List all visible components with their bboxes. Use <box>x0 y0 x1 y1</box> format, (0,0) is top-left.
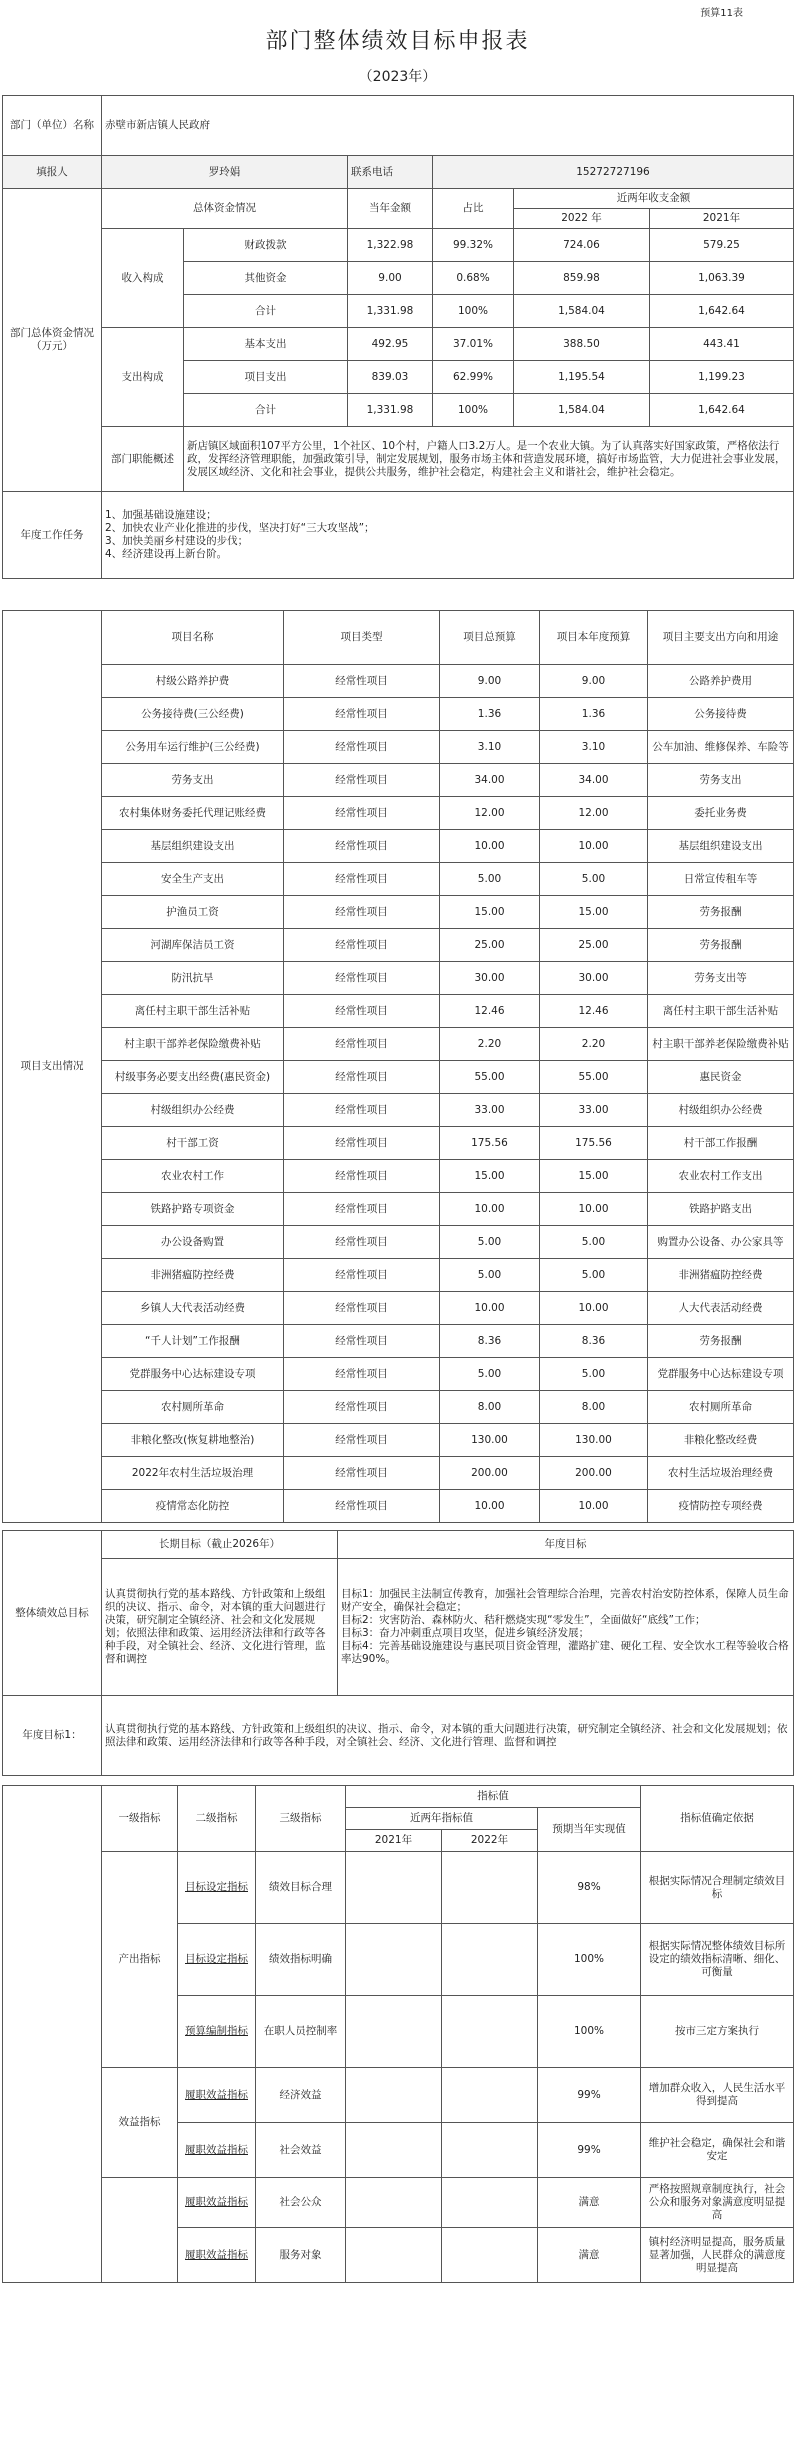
project-name: 村干部工资 <box>102 1127 284 1160</box>
project-row <box>3 1160 794 1193</box>
ind-2022 <box>442 2123 538 2178</box>
project-total-budget: 55.00 <box>440 1061 540 1094</box>
project-year-budget: 33.00 <box>540 1094 648 1127</box>
project-row <box>3 1193 794 1226</box>
income-ratio: 0.68% <box>433 262 514 295</box>
ind-head-l2: 二级指标 <box>178 1786 256 1852</box>
projects-head-year: 项目本年度预算 <box>540 611 648 665</box>
project-row <box>3 1094 794 1127</box>
project-type: 经常性项目 <box>284 1028 440 1061</box>
project-row <box>3 1424 794 1457</box>
income-amount: 1,331.98 <box>348 295 433 328</box>
project-year-budget: 15.00 <box>540 896 648 929</box>
project-purpose: 铁路护路支出 <box>648 1193 794 1226</box>
project-name: 基层组织建设支出 <box>102 830 284 863</box>
project-type: 经常性项目 <box>284 1193 440 1226</box>
project-purpose: 农村生活垃圾治理经费 <box>648 1457 794 1490</box>
income-ratio: 99.32% <box>433 229 514 262</box>
long-goal-head: 长期目标（截止2026年） <box>102 1531 338 1559</box>
income-name: 合计 <box>184 295 348 328</box>
project-name: “千人计划”工作报酬 <box>102 1325 284 1358</box>
ind-l3: 经济效益 <box>256 2068 346 2123</box>
project-row <box>3 1358 794 1391</box>
project-name: 村级组织办公经费 <box>102 1094 284 1127</box>
project-total-budget: 10.00 <box>440 830 540 863</box>
project-name: 铁路护路专项资金 <box>102 1193 284 1226</box>
ind-head-2021: 2021年 <box>346 1830 442 1852</box>
project-total-budget: 33.00 <box>440 1094 540 1127</box>
project-total-budget: 5.00 <box>440 863 540 896</box>
ind-l2-text: 履职效益指标 <box>185 2088 248 2101</box>
project-year-budget: 175.56 <box>540 1127 648 1160</box>
project-name: 河湖库保洁员工资 <box>102 929 284 962</box>
ind-l3: 在职人员控制率 <box>256 1996 346 2068</box>
project-year-budget: 3.10 <box>540 731 648 764</box>
project-row <box>3 1490 794 1523</box>
project-year-budget: 8.36 <box>540 1325 648 1358</box>
funds-table <box>2 95 794 579</box>
income-name: 财政拨款 <box>184 229 348 262</box>
project-name: 农业农村工作 <box>102 1160 284 1193</box>
expense-label: 支出构成 <box>102 328 184 427</box>
project-name: 2022年农村生活垃圾治理 <box>102 1457 284 1490</box>
income-2021: 579.25 <box>650 229 794 262</box>
project-type: 经常性项目 <box>284 1226 440 1259</box>
project-name: 公务接待费(三公经费) <box>102 698 284 731</box>
expense-amount: 492.95 <box>348 328 433 361</box>
phone-label: 联系电话 <box>348 156 433 189</box>
ind-expected: 98% <box>538 1852 641 1924</box>
ind-l3: 绩效指标明确 <box>256 1924 346 1996</box>
income-name: 其他资金 <box>184 262 348 295</box>
project-name: 疫情常态化防控 <box>102 1490 284 1523</box>
project-purpose: 公车加油、维修保养、车险等 <box>648 731 794 764</box>
form-number-tag: 预算11表 <box>700 8 743 19</box>
expense-2021: 1,199.23 <box>650 361 794 394</box>
project-total-budget: 2.20 <box>440 1028 540 1061</box>
year-goal-line: 目标2：灾害防治、森林防火、秸秆燃烧实现“零发生”，全面做好“底线”工作； <box>341 1614 706 1626</box>
reporter-label: 填报人 <box>3 156 102 189</box>
project-year-budget: 2.20 <box>540 1028 648 1061</box>
project-type: 经常性项目 <box>284 1259 440 1292</box>
task-item: 3、加快美丽乡村建设的步伐； <box>105 535 249 547</box>
project-purpose: 农业农村工作支出 <box>648 1160 794 1193</box>
task-item: 4、经济建设再上新台阶。 <box>105 548 228 560</box>
project-type: 经常性项目 <box>284 1325 440 1358</box>
year-goal-line: 目标1：加强民主法制宣传教育，加强社会管理综合治理，完善农村治安防控体系，保障人员生命财产安全，确保社会稳定； <box>341 1588 789 1613</box>
project-purpose: 基层组织建设支出 <box>648 830 794 863</box>
project-purpose: 非洲猪瘟防控经费 <box>648 1259 794 1292</box>
funds-head-recent: 近两年收支金额 <box>514 189 794 209</box>
ind-head-basis: 指标值确定依据 <box>641 1786 794 1852</box>
project-year-budget: 5.00 <box>540 1259 648 1292</box>
project-name: 党群服务中心达标建设专项 <box>102 1358 284 1391</box>
project-name: 安全生产支出 <box>102 863 284 896</box>
project-name: 村级公路养护费 <box>102 665 284 698</box>
project-type: 经常性项目 <box>284 1391 440 1424</box>
expense-2022: 388.50 <box>514 328 650 361</box>
ind-l2 <box>178 2228 256 2283</box>
ind-2022 <box>442 2228 538 2283</box>
duty-text: 新店镇区域面积107平方公里，1个社区、10个村，户籍人口3.2万人。是一个农业大镇。为了认真落实好国家政策，严格依法行政，发挥经济管理职能，加强政策引导，制定发展规划，服务市场主体和营造发展环境，搞好市场监管，大力促进社会事业发展，发展区域经济、文化和社会事业，提供公共服务，维护社会稳定，构建社会主义和谐社会，维护社会稳定。 <box>184 427 794 492</box>
projects-head-name: 项目名称 <box>102 611 284 665</box>
ind-2022 <box>442 1996 538 2068</box>
project-year-budget: 10.00 <box>540 1292 648 1325</box>
ind-l2 <box>178 1852 256 1924</box>
project-total-budget: 10.00 <box>440 1490 540 1523</box>
project-purpose: 购置办公设备、办公家具等 <box>648 1226 794 1259</box>
ind-head-recent: 近两年指标值 <box>346 1808 538 1830</box>
project-name: 村主职干部养老保险缴费补贴 <box>102 1028 284 1061</box>
project-purpose: 疫情防控专项经费 <box>648 1490 794 1523</box>
projects-label: 项目支出情况 <box>3 611 102 1523</box>
project-row <box>3 1226 794 1259</box>
indicators-margin <box>3 1786 102 2283</box>
project-total-budget: 8.36 <box>440 1325 540 1358</box>
project-year-budget: 5.00 <box>540 863 648 896</box>
ind-l2-text: 目标设定指标 <box>185 1953 248 1965</box>
project-total-budget: 5.00 <box>440 1358 540 1391</box>
benefit-indicator-label: 效益指标 <box>102 2068 178 2178</box>
ind-l2 <box>178 1996 256 2068</box>
project-total-budget: 25.00 <box>440 929 540 962</box>
project-type: 经常性项目 <box>284 1094 440 1127</box>
duty-label: 部门职能概述 <box>102 427 184 492</box>
project-row <box>3 929 794 962</box>
project-total-budget: 15.00 <box>440 1160 540 1193</box>
ind-l2 <box>178 1924 256 1996</box>
project-type: 经常性项目 <box>284 995 440 1028</box>
ind-l3: 社会公众 <box>256 2178 346 2228</box>
project-name: 农村厕所革命 <box>102 1391 284 1424</box>
projects-table <box>2 610 794 1523</box>
project-type: 经常性项目 <box>284 698 440 731</box>
project-row <box>3 731 794 764</box>
project-purpose: 村级组织办公经费 <box>648 1094 794 1127</box>
tasks-list <box>102 492 794 579</box>
ind-l3: 服务对象 <box>256 2228 346 2283</box>
project-year-budget: 15.00 <box>540 1160 648 1193</box>
project-type: 经常性项目 <box>284 1424 440 1457</box>
project-year-budget: 34.00 <box>540 764 648 797</box>
project-purpose: 劳务报酬 <box>648 1325 794 1358</box>
year-goal-1-label: 年度目标1： <box>3 1696 102 1776</box>
task-item: 1、加强基础设施建设； <box>105 509 217 521</box>
project-purpose: 公务接待费 <box>648 698 794 731</box>
project-total-budget: 3.10 <box>440 731 540 764</box>
project-row <box>3 1127 794 1160</box>
project-name: 村级事务必要支出经费(惠民资金) <box>102 1061 284 1094</box>
long-goal-text: 认真贯彻执行党的基本路线、方针政策和上级组织的决议、指示、命令，对本镇的重大问题进行决策，研究制定全镇经济、社会和文化发展规划；依照法律和政策、运用经济法律和行政等各种手段，对全镇社会、经济、文化进行管理，监督和调控 <box>102 1559 338 1696</box>
project-year-budget: 9.00 <box>540 665 648 698</box>
year-goal-line: 目标4：完善基础设施建设与惠民项目资金管理，灌路扩建、硬化工程、安全饮水工程等验收合格率达90%。 <box>341 1640 789 1665</box>
project-row <box>3 1457 794 1490</box>
project-purpose: 劳务支出等 <box>648 962 794 995</box>
project-year-budget: 130.00 <box>540 1424 648 1457</box>
project-row <box>3 1061 794 1094</box>
project-type: 经常性项目 <box>284 1358 440 1391</box>
project-purpose: 党群服务中心达标建设专项 <box>648 1358 794 1391</box>
project-purpose: 劳务报酬 <box>648 896 794 929</box>
project-year-budget: 200.00 <box>540 1457 648 1490</box>
project-row <box>3 797 794 830</box>
project-total-budget: 130.00 <box>440 1424 540 1457</box>
income-2021: 1,642.64 <box>650 295 794 328</box>
ind-2022 <box>442 1852 538 1924</box>
expense-amount: 1,331.98 <box>348 394 433 427</box>
expense-amount: 839.03 <box>348 361 433 394</box>
project-total-budget: 30.00 <box>440 962 540 995</box>
project-name: 非洲猪瘟防控经费 <box>102 1259 284 1292</box>
expense-ratio: 100% <box>433 394 514 427</box>
ind-2021 <box>346 2178 442 2228</box>
ind-l2 <box>178 2178 256 2228</box>
ind-l3: 绩效目标合理 <box>256 1852 346 1924</box>
project-total-budget: 12.46 <box>440 995 540 1028</box>
year-goal-1-text: 认真贯彻执行党的基本路线、方针政策和上级组织的决议、指示、命令，对本镇的重大问题进行决策，研究制定全镇经济、社会和文化发展规划；依照法律和政策、运用经济法律和行政等各种手段，对全镇社会、经济、文化进行管理、监督和调控 <box>102 1696 794 1776</box>
ind-expected: 99% <box>538 2068 641 2123</box>
project-type: 经常性项目 <box>284 665 440 698</box>
project-total-budget: 175.56 <box>440 1127 540 1160</box>
ind-head-2022: 2022年 <box>442 1830 538 1852</box>
ind-2021 <box>346 2123 442 2178</box>
project-row <box>3 863 794 896</box>
year-goal-line: 目标3：奋力冲刺重点项目攻坚，促进乡镇经济发展； <box>341 1627 590 1639</box>
ind-2022 <box>442 2178 538 2228</box>
project-purpose: 惠民资金 <box>648 1061 794 1094</box>
ind-2021 <box>346 2068 442 2123</box>
projects-head-purpose: 项目主要支出方向和用途 <box>648 611 794 665</box>
dept-label: 部门（单位）名称 <box>3 96 102 156</box>
ind-l3: 社会效益 <box>256 2123 346 2178</box>
ind-basis: 维护社会稳定，确保社会和谐安定 <box>641 2123 794 2178</box>
output-indicator-label: 产出指标 <box>102 1852 178 2068</box>
project-purpose: 劳务支出 <box>648 764 794 797</box>
project-type: 经常性项目 <box>284 1490 440 1523</box>
ind-expected: 100% <box>538 1924 641 1996</box>
funds-head-2021: 2021年 <box>650 209 794 229</box>
income-amount: 9.00 <box>348 262 433 295</box>
goals-table <box>2 1530 794 1776</box>
project-purpose: 非粮化整改经费 <box>648 1424 794 1457</box>
expense-2021: 443.41 <box>650 328 794 361</box>
project-total-budget: 8.00 <box>440 1391 540 1424</box>
project-name: 防汛抗旱 <box>102 962 284 995</box>
project-name: 公务用车运行维护(三公经费) <box>102 731 284 764</box>
ind-2021 <box>346 1924 442 1996</box>
project-year-budget: 5.00 <box>540 1358 648 1391</box>
project-year-budget: 12.00 <box>540 797 648 830</box>
project-purpose: 村干部工作报酬 <box>648 1127 794 1160</box>
project-purpose: 农村厕所革命 <box>648 1391 794 1424</box>
project-total-budget: 34.00 <box>440 764 540 797</box>
goals-label: 整体绩效总目标 <box>3 1531 102 1696</box>
ind-l2-text: 目标设定指标 <box>185 1881 248 1893</box>
project-type: 经常性项目 <box>284 929 440 962</box>
expense-2021: 1,642.64 <box>650 394 794 427</box>
project-total-budget: 10.00 <box>440 1193 540 1226</box>
project-purpose: 劳务报酬 <box>648 929 794 962</box>
ind-2021 <box>346 1852 442 1924</box>
project-type: 经常性项目 <box>284 797 440 830</box>
ind-expected: 99% <box>538 2123 641 2178</box>
funds-head-current: 当年金额 <box>348 189 433 229</box>
project-total-budget: 12.00 <box>440 797 540 830</box>
project-type: 经常性项目 <box>284 830 440 863</box>
ind-head-l1: 一级指标 <box>102 1786 178 1852</box>
project-year-budget: 12.46 <box>540 995 648 1028</box>
ind-2021 <box>346 2228 442 2283</box>
income-amount: 1,322.98 <box>348 229 433 262</box>
income-2021: 1,063.39 <box>650 262 794 295</box>
project-row <box>3 764 794 797</box>
ind-basis: 按市三定方案执行 <box>641 1996 794 2068</box>
funds-section-label: 部门总体资金情况（万元） <box>3 189 102 492</box>
project-year-budget: 5.00 <box>540 1226 648 1259</box>
income-ratio: 100% <box>433 295 514 328</box>
project-type: 经常性项目 <box>284 1292 440 1325</box>
expense-2022: 1,195.54 <box>514 361 650 394</box>
ind-basis: 增加群众收入，人民生活水平得到提高 <box>641 2068 794 2123</box>
ind-2022 <box>442 1924 538 1996</box>
project-purpose: 公路养护费用 <box>648 665 794 698</box>
project-purpose: 离任村主职干部生活补贴 <box>648 995 794 1028</box>
project-total-budget: 5.00 <box>440 1259 540 1292</box>
phone-value: 15272727196 <box>433 156 794 189</box>
project-purpose: 人大代表活动经费 <box>648 1292 794 1325</box>
year-goal-lines <box>338 1559 794 1696</box>
project-name: 非粮化整改(恢复耕地整治) <box>102 1424 284 1457</box>
ind-2021 <box>346 1996 442 2068</box>
ind-basis: 根据实际情况合理制定绩效目标 <box>641 1852 794 1924</box>
project-row <box>3 830 794 863</box>
project-year-budget: 10.00 <box>540 1490 648 1523</box>
reporter-name: 罗玲娟 <box>102 156 348 189</box>
projects-head-type: 项目类型 <box>284 611 440 665</box>
project-type: 经常性项目 <box>284 896 440 929</box>
project-year-budget: 8.00 <box>540 1391 648 1424</box>
project-total-budget: 200.00 <box>440 1457 540 1490</box>
project-type: 经常性项目 <box>284 863 440 896</box>
project-row <box>3 1391 794 1424</box>
project-type: 经常性项目 <box>284 962 440 995</box>
ind-head-l3: 三级指标 <box>256 1786 346 1852</box>
expense-name: 项目支出 <box>184 361 348 394</box>
ind-l2 <box>178 2068 256 2123</box>
ind-expected: 满意 <box>538 2178 641 2228</box>
project-year-budget: 30.00 <box>540 962 648 995</box>
project-year-budget: 25.00 <box>540 929 648 962</box>
year-goal-head: 年度目标 <box>338 1531 794 1559</box>
funds-head-ratio: 占比 <box>433 189 514 229</box>
project-type: 经常性项目 <box>284 1127 440 1160</box>
income-2022: 1,584.04 <box>514 295 650 328</box>
page-subtitle: （2023年） <box>358 69 437 85</box>
expense-name: 基本支出 <box>184 328 348 361</box>
funds-head-total: 总体资金情况 <box>102 189 348 229</box>
page-title: 部门整体绩效目标申报表 <box>265 29 530 54</box>
project-total-budget: 1.36 <box>440 698 540 731</box>
project-row <box>3 1292 794 1325</box>
project-row <box>3 1028 794 1061</box>
ind-l2-text: 预算编制指标 <box>185 2025 248 2037</box>
project-total-budget: 15.00 <box>440 896 540 929</box>
project-type: 经常性项目 <box>284 1457 440 1490</box>
income-2022: 859.98 <box>514 262 650 295</box>
ind-2022 <box>442 2068 538 2123</box>
project-row <box>3 962 794 995</box>
ind-basis: 严格按照规章制度执行，社会公众和服务对象满意度明显提高 <box>641 2178 794 2228</box>
project-total-budget: 5.00 <box>440 1226 540 1259</box>
task-item: 2、加快农业产业化推进的步伐，坚决打好“三大攻坚战”； <box>105 522 375 534</box>
project-total-budget: 10.00 <box>440 1292 540 1325</box>
ind-l2-text: 履职效益指标 <box>185 2248 248 2261</box>
satisfaction-indicator-label <box>102 2178 178 2283</box>
project-year-budget: 55.00 <box>540 1061 648 1094</box>
project-year-budget: 1.36 <box>540 698 648 731</box>
project-name: 劳务支出 <box>102 764 284 797</box>
expense-ratio: 62.99% <box>433 361 514 394</box>
project-purpose: 委托业务费 <box>648 797 794 830</box>
project-purpose: 日常宣传租车等 <box>648 863 794 896</box>
expense-name: 合计 <box>184 394 348 427</box>
expense-ratio: 37.01% <box>433 328 514 361</box>
ind-head-expected: 预期当年实现值 <box>538 1808 641 1852</box>
projects-head-total: 项目总预算 <box>440 611 540 665</box>
indicators-table <box>2 1785 794 2283</box>
ind-l2-text: 履职效益指标 <box>185 2196 248 2208</box>
ind-l2 <box>178 2123 256 2178</box>
project-year-budget: 10.00 <box>540 830 648 863</box>
project-year-budget: 10.00 <box>540 1193 648 1226</box>
project-name: 护渔员工资 <box>102 896 284 929</box>
ind-l2-text: 履职效益指标 <box>185 2143 248 2156</box>
project-purpose: 村主职干部养老保险缴费补贴 <box>648 1028 794 1061</box>
funds-head-2022: 2022 年 <box>514 209 650 229</box>
project-name: 农村集体财务委托代理记账经费 <box>102 797 284 830</box>
dept-value: 赤壁市新店镇人民政府 <box>102 96 794 156</box>
project-total-budget: 9.00 <box>440 665 540 698</box>
project-name: 离任村主职干部生活补贴 <box>102 995 284 1028</box>
project-row <box>3 698 794 731</box>
project-type: 经常性项目 <box>284 1061 440 1094</box>
ind-expected: 100% <box>538 1996 641 2068</box>
ind-basis: 根据实际情况整体绩效目标所设定的绩效指标清晰、细化、可衡量 <box>641 1924 794 1996</box>
ind-expected: 满意 <box>538 2228 641 2283</box>
income-2022: 724.06 <box>514 229 650 262</box>
project-type: 经常性项目 <box>284 1160 440 1193</box>
ind-basis: 镇村经济明显提高，服务质量显著加强，人民群众的满意度明显提高 <box>641 2228 794 2283</box>
project-type: 经常性项目 <box>284 764 440 797</box>
project-row <box>3 665 794 698</box>
project-name: 办公设备购置 <box>102 1226 284 1259</box>
project-row <box>3 1325 794 1358</box>
income-label: 收入构成 <box>102 229 184 328</box>
ind-head-value: 指标值 <box>346 1786 641 1808</box>
project-row <box>3 896 794 929</box>
project-name: 乡镇人大代表活动经费 <box>102 1292 284 1325</box>
tasks-label: 年度工作任务 <box>3 492 102 579</box>
expense-2022: 1,584.04 <box>514 394 650 427</box>
project-row <box>3 995 794 1028</box>
project-row <box>3 1259 794 1292</box>
project-type: 经常性项目 <box>284 731 440 764</box>
